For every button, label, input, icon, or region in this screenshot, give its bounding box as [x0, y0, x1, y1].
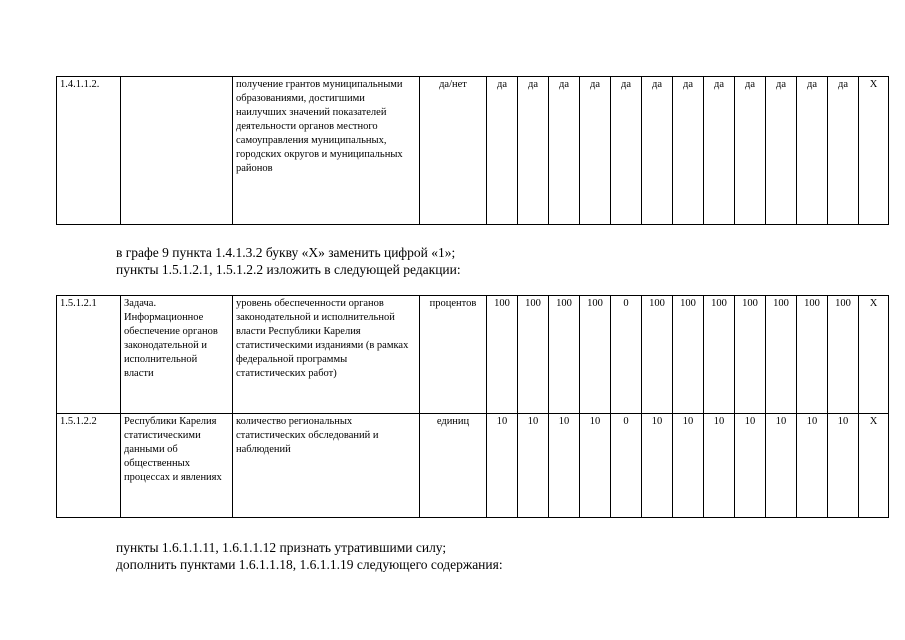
value-cell: 100: [828, 296, 859, 414]
value-cell: 10: [549, 414, 580, 518]
value-cell: 100: [518, 296, 549, 414]
value-cell: да: [766, 77, 797, 225]
paragraph: пункты 1.6.1.1.11, 1.6.1.1.12 признать утратившими силу;: [116, 540, 447, 555]
value-cell: да: [797, 77, 828, 225]
value-cell: 10: [828, 414, 859, 518]
value-cell: да: [673, 77, 704, 225]
indicator-cell: количество региональных статистических обследований и наблюдений: [233, 414, 420, 518]
value-cell: 10: [704, 414, 735, 518]
value-cell: 100: [580, 296, 611, 414]
indicators-table-2: [56, 295, 889, 518]
value-cell: 10: [518, 414, 549, 518]
paragraph: пункты 1.5.1.2.1, 1.5.1.2.2 изложить в следующей редакции:: [116, 262, 461, 277]
value-cell: да: [735, 77, 766, 225]
value-cell: X: [859, 414, 889, 518]
paragraph: дополнить пунктами 1.6.1.1.18, 1.6.1.1.19 следующего содержания:: [116, 557, 503, 572]
value-cell: 100: [797, 296, 828, 414]
value-cell: да: [580, 77, 611, 225]
paragraph: в графе 9 пункта 1.4.1.3.2 букву «X» заменить цифрой «1»;: [116, 245, 456, 260]
value-cell: 100: [487, 296, 518, 414]
item-number: 1.4.1.1.2.: [57, 77, 121, 225]
value-cell: X: [859, 77, 889, 225]
value-cell: 100: [642, 296, 673, 414]
value-cell: да: [828, 77, 859, 225]
indicators-table-1: [56, 76, 889, 225]
unit-cell: единиц: [420, 414, 487, 518]
table-2-body: [57, 296, 889, 518]
value-cell: 10: [580, 414, 611, 518]
item-number: 1.5.1.2.1: [57, 296, 121, 414]
table-1-body: [57, 77, 889, 225]
value-cell: да: [611, 77, 642, 225]
value-cell: 0: [611, 296, 642, 414]
value-cell: X: [859, 296, 889, 414]
table-row: [57, 77, 889, 225]
value-cell: 0: [611, 414, 642, 518]
task-cell: Республики Карелия статистическими данными об общественных процессах и явлениях: [121, 414, 233, 518]
task-cell: [121, 77, 233, 225]
value-cell: 100: [704, 296, 735, 414]
value-cell: да: [518, 77, 549, 225]
value-cell: да: [487, 77, 518, 225]
table-row: [57, 296, 889, 414]
item-number: 1.5.1.2.2: [57, 414, 121, 518]
value-cell: 10: [797, 414, 828, 518]
value-cell: 100: [766, 296, 797, 414]
task-cell: Задача. Информационное обеспечение органов законодательной и исполнительной власти: [121, 296, 233, 414]
value-cell: да: [704, 77, 735, 225]
value-cell: 10: [487, 414, 518, 518]
value-cell: 100: [549, 296, 580, 414]
value-cell: да: [549, 77, 580, 225]
value-cell: да: [642, 77, 673, 225]
indicator-cell: уровень обеспеченности органов законодательной и исполнительной власти Республики Карелия статистическими изданиями (в рамках федеральной программы статистических работ): [233, 296, 420, 414]
value-cell: 10: [735, 414, 766, 518]
unit-cell: да/нет: [420, 77, 487, 225]
value-cell: 10: [673, 414, 704, 518]
unit-cell: процентов: [420, 296, 487, 414]
value-cell: 10: [766, 414, 797, 518]
indicator-cell: получение грантов муниципальными образованиями, достигшими наилучших значений показателей деятельности органов местного самоуправления муниципальных, городских округов и муниципальных районов: [233, 77, 420, 225]
table-row: [57, 414, 889, 518]
value-cell: 100: [673, 296, 704, 414]
value-cell: 100: [735, 296, 766, 414]
value-cell: 10: [642, 414, 673, 518]
